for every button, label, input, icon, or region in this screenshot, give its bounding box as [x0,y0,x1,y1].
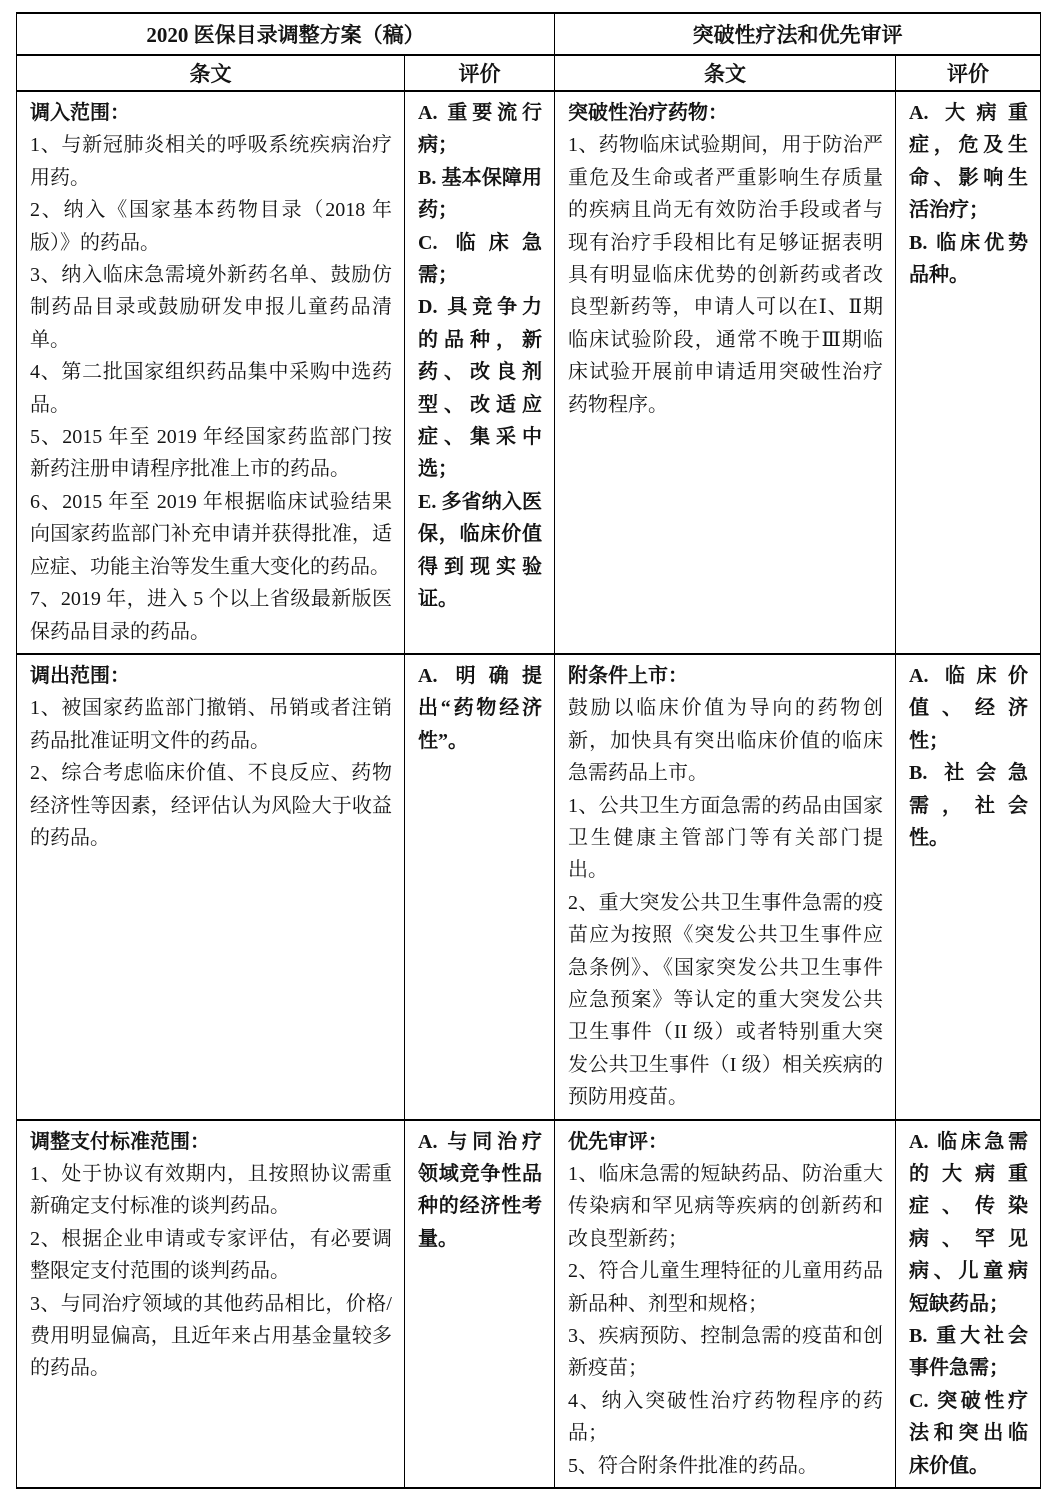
cell-title: 突破性治疗药物： [568,102,728,124]
group-header-right: 突破性疗法和优先审评 [555,13,1041,55]
col-header-left-evaluation: 评价 [405,55,555,91]
cell-paragraph: 2、符合儿童生理特征的儿童用药品新品种、剂型和规格； [568,1260,883,1315]
col-header-right-evaluation: 评价 [896,55,1041,91]
cell-paragraph: 4、第二批国家组织药品集中采购中选药品。 [30,361,392,416]
row1-left-evaluation-cell [405,91,555,654]
cell-paragraph: 5、2015 年至 2019 年经国家药监部门按新药注册申请程序批准上市的药品。 [30,426,392,481]
cell-paragraph: A. 明确提出“药物经济性”。 [418,664,542,752]
cell-paragraph: 2、重大突发公共卫生事件急需的疫苗应为按照《突发公共卫生事件应急条例》、《国家突发公共卫生事件应急预案》等认定的重大突发公共卫生事件（II 级）或者特别重大突发公共卫生事件（I 级）相关疾病的预防用疫苗。 [568,891,883,1109]
cell-paragraph: A. 大病重症，危及生命、影响生活治疗； [909,102,1028,222]
group-header-row [17,13,1041,55]
row2-removal-scope-cell [17,654,405,1120]
cell-paragraph: 1、临床急需的短缺药品、防治重大传染病和罕见病等疾病的创新药和改良型新药； [568,1163,883,1250]
cell-paragraph: 1、与新冠肺炎相关的呼吸系统疾病治疗用药。 [30,134,392,189]
row1-inclusion-scope-cell [17,91,405,654]
cell-title: 附条件上市： [568,664,688,687]
cell-paragraph: 3、疾病预防、控制急需的疫苗和创新疫苗； [568,1325,883,1380]
cell-paragraph: 2、根据企业申请或专家评估，有必要调整限定支付范围的谈判药品。 [30,1227,392,1283]
cell-paragraph: 2、纳入《国家基本药物目录（2018 年版）》的药品。 [30,199,392,254]
row3-right-evaluation-cell [896,1120,1041,1488]
cell-paragraph: 2、综合考虑临床价值、不良反应、药物经济性等因素，经评估认为风险大于收益的药品。 [30,762,392,849]
group-header-left: 2020 医保目录调整方案（稿） [17,13,555,55]
row1-breakthrough-therapy-cell [555,91,896,654]
cell-paragraph: 1、处于协议有效期内，且按照协议需重新确定支付标准的谈判药品。 [30,1163,392,1218]
cell-paragraph: 1、公共卫生方面急需的药品由国家卫生健康主管部门等有关部门提出。 [568,794,883,882]
table-row [17,91,1041,654]
cell-paragraph: 3、与同治疗领域的其他药品相比，价格/费用明显偏高，且近年来占用基金量较多的药品。 [30,1292,392,1380]
cell-paragraph: B. 临床优势品种。 [909,231,1028,287]
cell-title: 调出范围： [30,664,130,687]
cell-paragraph: 1、药物临床试验期间，用于防治严重危及生命或者严重影响生存质量的疾病且尚无有效防治手段或者与现有治疗手段相比有足够证据表明具有明显临床优势的创新药或者改良型新药等，申请人可以在Ⅰ、Ⅱ期临床试验阶段，通常不晚于Ⅲ期临床试验开展前申请适用突破性治疗药物程序。 [568,134,883,416]
cell-paragraph: C. 突破性疗法和突出临床价值。 [909,1389,1028,1477]
cell-title: 调入范围： [30,102,130,124]
cell-paragraph: D. 具竞争力的品种，新药、改良剂型、改适应症、集采中选； [418,296,542,481]
row3-payment-standard-cell [17,1120,405,1488]
row2-right-evaluation-cell [896,654,1041,1120]
cell-paragraph: 7、2019 年，进入 5 个以上省级最新版医保药品目录的药品。 [30,588,392,643]
cell-title: 优先审评： [568,1130,668,1153]
cell-paragraph: B. 基本保障用药； [418,166,542,222]
cell-paragraph: 4、纳入突破性治疗药物程序的药品； [568,1389,883,1445]
col-header-left-provisions: 条文 [17,55,405,91]
row3-left-evaluation-cell [405,1120,555,1488]
cell-paragraph: 6、2015 年至 2019 年根据临床试验结果向国家药监部门补充申请并获得批准，适应症、功能主治等发生重大变化的药品。 [30,490,392,578]
cell-title: 调整支付标准范围： [30,1130,210,1153]
col-header-right-provisions: 条文 [555,55,896,91]
row2-conditional-approval-cell [555,654,896,1120]
cell-paragraph: A. 与同治疗领域竞争性品种的经济性考量。 [418,1130,542,1250]
table-row [17,654,1041,1120]
cell-paragraph: A. 临床急需的大病重症、传染病、罕见病、儿童病短缺药品； [909,1130,1028,1315]
row1-right-evaluation-cell [896,91,1041,654]
row3-priority-review-cell [555,1120,896,1488]
cell-paragraph: B. 社会急需，社会性。 [909,762,1028,849]
comparison-table [16,12,1041,1489]
cell-paragraph: A. 临床价值、经济性； [909,664,1028,752]
cell-paragraph: A. 重要流行病； [418,102,542,157]
cell-paragraph: 5、符合附条件批准的药品。 [568,1454,818,1477]
cell-paragraph: E. 多省纳入医保，临床价值得到现实验证。 [418,490,542,611]
row2-left-evaluation-cell [405,654,555,1120]
cell-paragraph: 3、纳入临床急需境外新药名单、鼓励仿制药品目录或鼓励研发申报儿童药品清单。 [30,264,392,351]
cell-paragraph: B. 重大社会事件急需； [909,1325,1028,1380]
cell-paragraph: C. 临床急需； [418,231,542,287]
column-header-row [17,55,1041,91]
cell-paragraph: 鼓励以临床价值为导向的药物创新，加快具有突出临床价值的临床急需药品上市。 [568,697,883,785]
table-row [17,1120,1041,1488]
cell-paragraph: 1、被国家药监部门撤销、吊销或者注销药品批准证明文件的药品。 [30,697,392,752]
